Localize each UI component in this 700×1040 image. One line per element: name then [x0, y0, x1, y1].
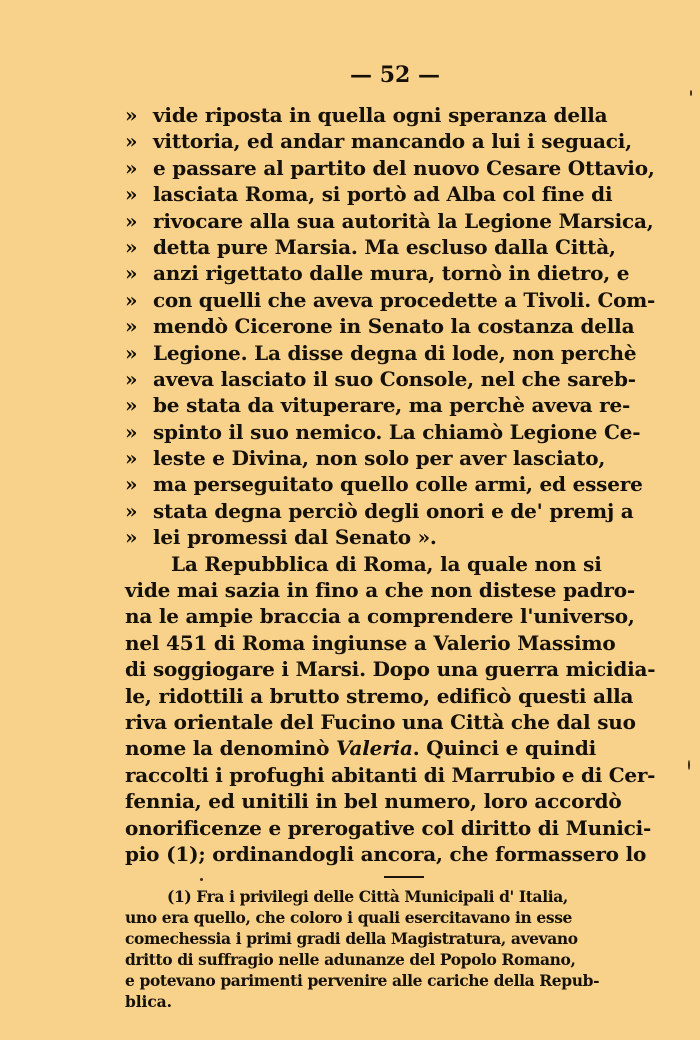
text-line: [125, 471, 655, 497]
line-text: rivocare alla sua autorità la Legione Marsica,: [153, 208, 654, 233]
quote-mark: »: [125, 340, 138, 365]
quote-mark: »: [125, 393, 138, 418]
text-line: [125, 102, 655, 128]
footnote-line: (1) Fra i privilegi delle Città Municipali d' Italia,: [167, 887, 568, 906]
footnote: [125, 886, 665, 1012]
text-line: [125, 498, 655, 524]
text-line: vide mai sazia in fino a che non distese padro-: [125, 578, 635, 603]
quote-mark: »: [125, 208, 138, 233]
text-line: [125, 208, 655, 234]
quote-mark: »: [125, 261, 138, 286]
quote-mark: »: [125, 314, 138, 339]
line-text: stata degna perciò degli onori e de' premj a: [153, 498, 634, 523]
text-line: na le ampie braccia a comprendere l'universo,: [125, 604, 635, 629]
text-line: [125, 524, 655, 550]
quote-mark: »: [125, 234, 138, 259]
footnote-line: comechessia i primi gradi della Magistratura, avevano: [125, 929, 578, 948]
quote-mark: »: [125, 287, 138, 312]
footnote-separator: [384, 876, 424, 878]
line-text: mendò Cicerone in Senato la costanza della: [153, 314, 635, 339]
quote-mark: »: [125, 103, 138, 127]
text-line: nome la denominò Valeria. Quinci e quindi: [125, 736, 597, 761]
scan-speck: [688, 760, 690, 770]
line-text: vide riposta in quella ogni speranza della: [153, 103, 608, 127]
footnote-line: uno era quello, che coloro i quali esercitavano in esse: [125, 908, 573, 927]
line-text: ma perseguitato quello colle armi, ed essere: [153, 472, 643, 497]
text-line: [125, 366, 655, 392]
line-text: spinto il suo nemico. La chiamò Legione Ce-: [153, 419, 641, 444]
text-line: [125, 128, 655, 154]
main-text: [125, 102, 655, 867]
footnote-line: blica.: [125, 992, 172, 1011]
text-line: [125, 340, 655, 366]
text-line: fennia, ed unitili in bel numero, loro accordò: [125, 789, 622, 814]
footnote-line: dritto di suffragio nelle adunanze del Popolo Romano,: [125, 950, 576, 969]
text-line: [125, 260, 655, 286]
text-line: [125, 155, 655, 181]
line-text: anzi rigettato dalle mura, tornò in dietro, e: [153, 261, 630, 286]
text-line: [125, 313, 655, 339]
quote-mark: »: [125, 129, 138, 154]
text-line: [125, 445, 655, 471]
text-line: [125, 181, 655, 207]
footnote-line: e potevano parimenti pervenire alle cariche della Repub-: [125, 971, 600, 990]
text-line: nel 451 di Roma ingiunse a Valerio Massimo: [125, 630, 616, 655]
scan-speck: [200, 878, 203, 881]
quoted-passage: [125, 102, 655, 551]
line-text: lasciata Roma, si portò ad Alba col fine di: [153, 182, 613, 207]
text-line: [125, 234, 655, 260]
quote-mark: »: [125, 366, 138, 391]
text-line: riva orientale del Fucino una Città che dal suo: [125, 709, 636, 734]
line-text: leste e Divina, non solo per aver lasciato,: [153, 446, 606, 471]
text-line: le, ridottili a brutto stremo, edificò questi alla: [125, 683, 634, 708]
line-text: detta pure Marsia. Ma escluso dalla Città,: [153, 234, 616, 259]
line-text: con quelli che aveva procedette a Tivoli. Com-: [153, 287, 656, 312]
text-line: [125, 287, 655, 313]
paragraph: [125, 551, 655, 868]
text-line: pio (1); ordinandogli ancora, che formassero lo: [125, 841, 647, 866]
quote-mark: »: [125, 182, 138, 207]
quote-mark: »: [125, 498, 138, 523]
page-number: — 52 —: [350, 62, 440, 88]
line-text: lei promessi dal Senato ».: [153, 525, 437, 550]
quote-mark: »: [125, 472, 138, 497]
text-line: di soggiogare i Marsi. Dopo una guerra micidia-: [125, 657, 656, 682]
line-text: be stata da vituperare, ma perchè aveva re-: [153, 393, 631, 418]
italic-name: Valeria: [336, 736, 413, 761]
text-line: [125, 392, 655, 418]
line-text: e passare al partito del nuovo Cesare Ottavio,: [153, 155, 655, 180]
text-line: onorificenze e prerogative col diritto di Munici-: [125, 815, 652, 840]
line-text: aveva lasciato il suo Console, nel che sareb-: [153, 366, 636, 391]
line-text: vittoria, ed andar mancando a lui i seguaci,: [153, 129, 632, 154]
text-line: La Repubblica di Roma, la quale non si: [171, 551, 602, 576]
scan-speck: [690, 90, 692, 96]
quote-mark: »: [125, 155, 138, 180]
quote-mark: »: [125, 446, 138, 471]
text-line: [125, 419, 655, 445]
quote-mark: »: [125, 525, 138, 550]
line-text: Legione. La disse degna di lode, non perchè: [153, 340, 637, 365]
text-line: raccolti i profughi abitanti di Marrubio e di Cer-: [125, 762, 656, 787]
quote-mark: »: [125, 419, 138, 444]
